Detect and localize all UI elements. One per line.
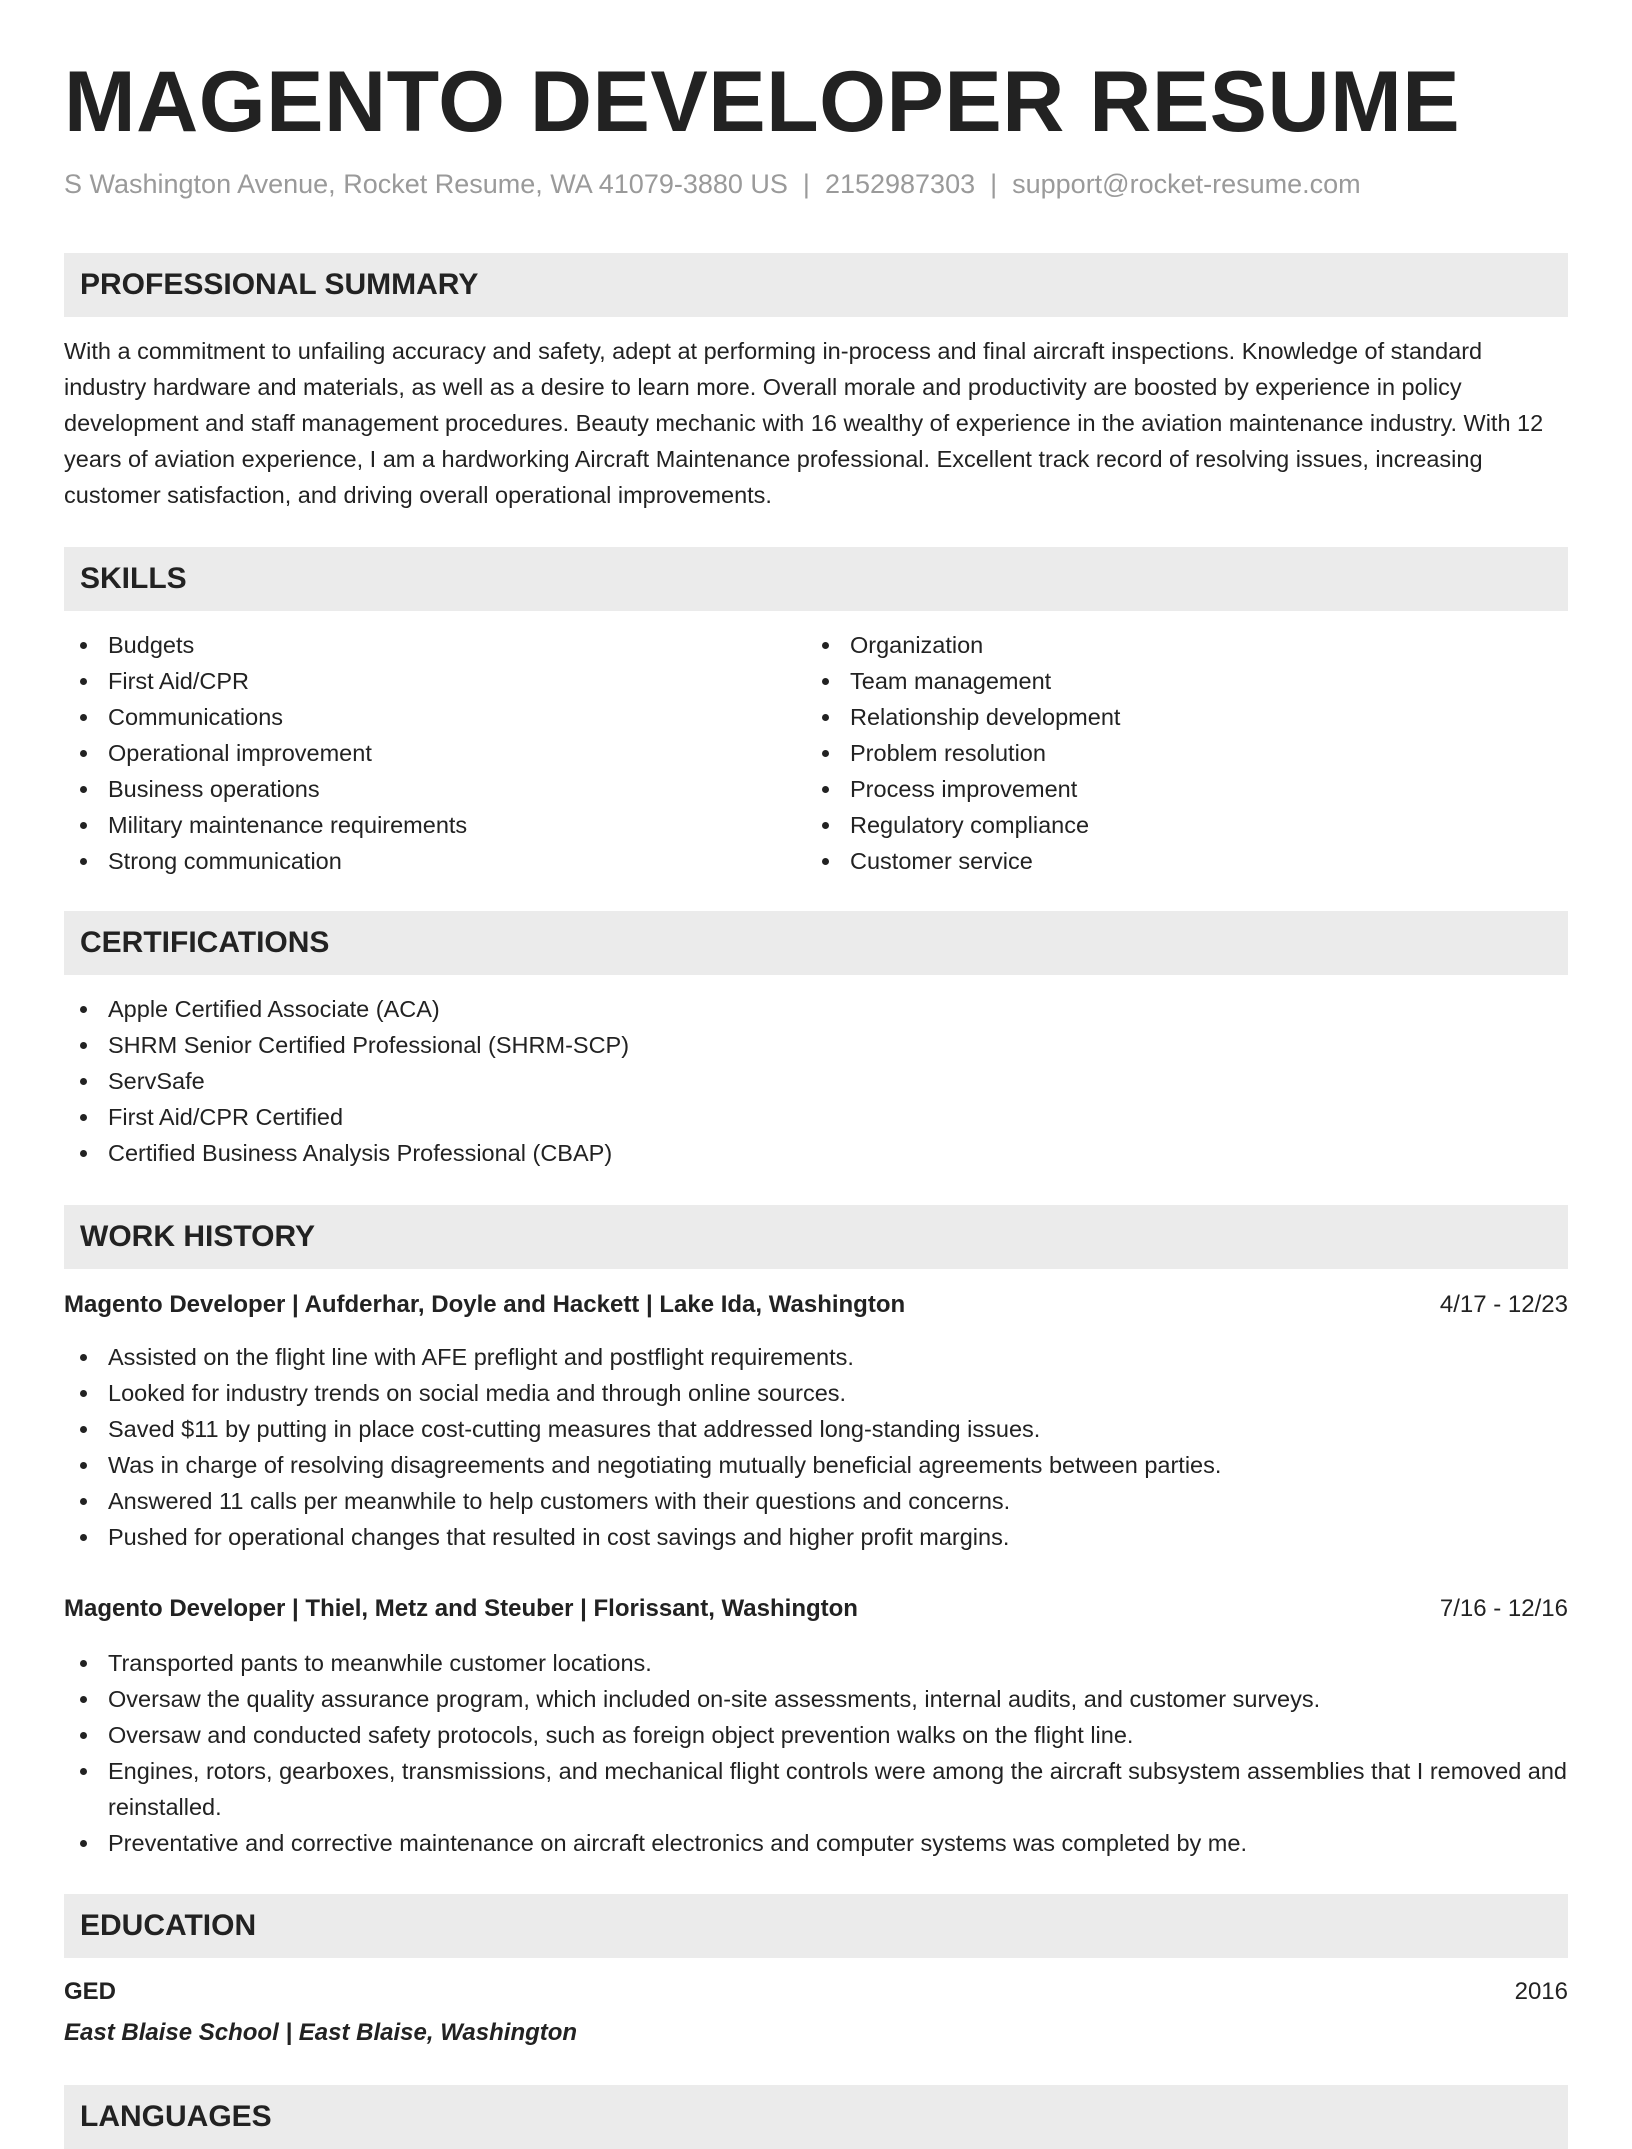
job-bullet: Oversaw and conducted safety protocols, such as foreign object prevention walks on the flight line. bbox=[64, 1717, 1568, 1753]
contact-address: S Washington Avenue, Rocket Resume, WA 41079-3880 US bbox=[64, 169, 788, 199]
job-dates: 4/17 - 12/23 bbox=[1439, 1291, 1568, 1318]
job-title: Magento Developer | Aufderhar, Doyle and Hackett | Lake Ida, Washington bbox=[64, 1291, 906, 1318]
education-entry bbox=[64, 1974, 1568, 2010]
skill-item: Regulatory compliance bbox=[806, 807, 1566, 843]
job-bullet: Oversaw the quality assurance program, which included on-site assessments, internal audits, and customer surveys. bbox=[64, 1681, 1568, 1717]
skills-list-right bbox=[806, 627, 1566, 879]
skill-item: Organization bbox=[806, 627, 1566, 663]
skill-item: Operational improvement bbox=[64, 735, 804, 771]
skills-section-header: SKILLS bbox=[64, 547, 1568, 611]
skill-item: Communications bbox=[64, 699, 804, 735]
contact-separator: | bbox=[990, 169, 998, 199]
skill-item: Customer service bbox=[806, 843, 1566, 879]
job-bullets bbox=[64, 1645, 1568, 1861]
education-degree: GED bbox=[64, 1978, 117, 2005]
job-bullet: Assisted on the flight line with AFE preflight and postflight requirements. bbox=[64, 1339, 1568, 1375]
skill-item: Problem resolution bbox=[806, 735, 1566, 771]
skill-item: Budgets bbox=[64, 627, 804, 663]
job-dates: 7/16 - 12/16 bbox=[1439, 1595, 1568, 1622]
contact-email: support@rocket-resume.com bbox=[1012, 169, 1361, 199]
job-header bbox=[64, 1287, 1568, 1323]
certification-item: First Aid/CPR Certified bbox=[64, 1099, 1568, 1135]
skill-item: Business operations bbox=[64, 771, 804, 807]
job-bullet: Answered 11 calls per meanwhile to help customers with their questions and concerns. bbox=[64, 1483, 1568, 1519]
skill-item: Process improvement bbox=[806, 771, 1566, 807]
summary-text: With a commitment to unfailing accuracy and safety, adept at performing in-process and final aircraft inspections. Knowledge of standard industry hardware and materials, as well as a desire to learn more. Overall morale and productivity are boosted by experience in policy development and staff management procedures. Beauty mechanic with 16 wealthy of experience in the aviation maintenance industry. With 12 years of aviation experience, I am a hardworking Aircraft Maintenance professional. Excellent track record of resolving issues, increasing customer satisfaction, and driving overall operational improvements. bbox=[64, 338, 1544, 508]
job-bullets bbox=[64, 1339, 1568, 1555]
skills-list-left bbox=[64, 627, 804, 879]
certification-item: Apple Certified Associate (ACA) bbox=[64, 991, 1568, 1027]
skill-item: Team management bbox=[806, 663, 1566, 699]
work-history-section-header: WORK HISTORY bbox=[64, 1205, 1568, 1269]
education-school: East Blaise School | East Blaise, Washington bbox=[64, 2019, 578, 2046]
certification-item: Certified Business Analysis Professional (CBAP) bbox=[64, 1135, 1568, 1171]
skill-item: Strong communication bbox=[64, 843, 804, 879]
contact-phone: 2152987303 bbox=[824, 169, 976, 199]
job-bullet: Was in charge of resolving disagreements and negotiating mutually beneficial agreements between parties. bbox=[64, 1447, 1568, 1483]
job-title: Magento Developer | Thiel, Metz and Steuber | Florissant, Washington bbox=[64, 1595, 858, 1622]
job-bullet: Engines, rotors, gearboxes, transmissions, and mechanical flight controls were among the aircraft subsystem assemblies that I removed and reinstalled. bbox=[64, 1753, 1568, 1825]
summary-section-header: PROFESSIONAL SUMMARY bbox=[64, 253, 1568, 317]
skill-item: First Aid/CPR bbox=[64, 663, 804, 699]
certification-item: SHRM Senior Certified Professional (SHRM-SCP) bbox=[64, 1027, 1568, 1063]
job-bullet: Looked for industry trends on social media and through online sources. bbox=[64, 1375, 1568, 1411]
job-header bbox=[64, 1591, 1568, 1627]
job-bullet: Saved $11 by putting in place cost-cutting measures that addressed long-standing issues. bbox=[64, 1411, 1568, 1447]
contact-separator: | bbox=[802, 169, 810, 199]
job-bullet: Pushed for operational changes that resulted in cost savings and higher profit margins. bbox=[64, 1519, 1568, 1555]
job-bullet: Preventative and corrective maintenance on aircraft electronics and computer systems was completed by me. bbox=[64, 1825, 1568, 1861]
certification-item: ServSafe bbox=[64, 1063, 1568, 1099]
contact-line bbox=[64, 166, 1361, 202]
certifications-section-header: CERTIFICATIONS bbox=[64, 911, 1568, 975]
education-year: 2016 bbox=[1514, 1978, 1568, 2005]
skill-item: Relationship development bbox=[806, 699, 1566, 735]
education-section-header: EDUCATION bbox=[64, 1894, 1568, 1958]
resume-title: MAGENTO DEVELOPER RESUME bbox=[64, 54, 1461, 150]
certifications-list bbox=[64, 991, 1568, 1171]
job-bullet: Transported pants to meanwhile customer locations. bbox=[64, 1645, 1568, 1681]
skill-item: Military maintenance requirements bbox=[64, 807, 804, 843]
languages-section-header: LANGUAGES bbox=[64, 2085, 1568, 2149]
